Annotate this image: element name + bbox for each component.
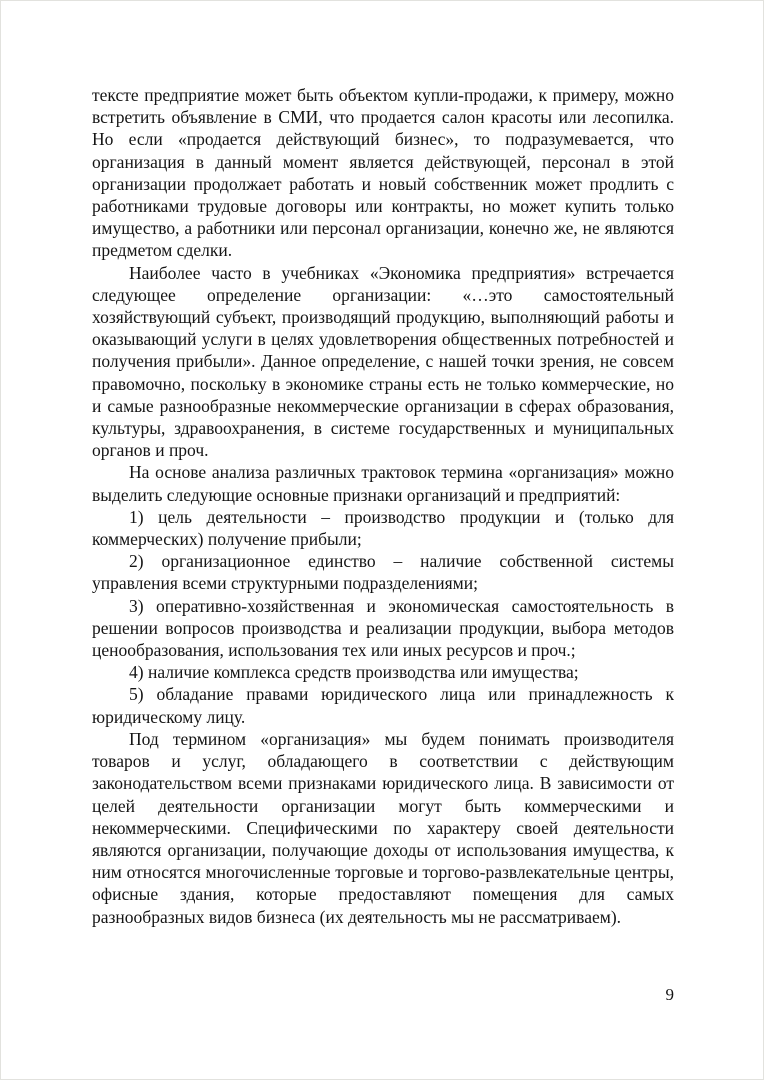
list-item-5: 5) обладание правами юридического лица или принадлежность к юридическому лицу. [92, 684, 674, 727]
paragraph-definition: Наиболее часто в учебниках «Экономика предприятия» встречается следующее определение организации: «…это самостоятельный хозяйствующий субъект, производящий продукцию, выполняющий работы и оказывающий услуги в целях удовлетворения общественных потребностей и получения прибыли». Данное определение, с нашей точки зрения, не совсем правомочно, поскольку в экономике страны есть не только коммерческие, но и самые разнообразные некоммерческие организации в сферах образования, культуры, здравоохранения, в системе государственных и муниципальных органов и проч. [92, 262, 674, 461]
paragraph-continuation: тексте предприятие может быть объектом купли-продажи, к примеру, можно встретить объявление в СМИ, что продается салон красоты или лесопилка. Но если «продается действующий бизнес», то подразумевается, что организация в данный момент является действующей, персонал в этой организации продолжает работать и новый собственник может продлить с работниками трудовые договоры или контракты, но может купить только имущество, а работники или персонал организации, конечно же, не являются предметом сделки. [92, 85, 674, 261]
list-item-4: 4) наличие комплекса средств производства или имущества; [129, 662, 579, 683]
list-item-3: 3) оперативно-хозяйственная и экономическая самостоятельность в решении вопросов производства и реализации продукции, выбора методов ценообразования, использования тех или иных ресурсов и проч.; [92, 595, 674, 661]
page-text-block [92, 84, 674, 928]
list-item-2: 2) организационное единство – наличие собственной системы управления всеми структурными подразделениями; [92, 551, 674, 594]
list-item-1: 1) цель деятельности – производство продукции и (только для коммерческих) получение прибыли; [92, 506, 674, 550]
page-number: 9 [665, 985, 674, 1004]
paragraph-conclusion: Под термином «организация» мы будем понимать производителя товаров и услуг, обладающего в соответствии с действующим законодательством всеми признаками юридического лица. В зависимости от целей деятельности организации могут быть коммерческими и некоммерческими. Специфическими по характеру своей деятельности являются организации, получающие доходы от использования имущества, к ним относятся многочисленные торговые и торгово-развлекательные центры, офисные здания, которые предоставляют помещения для самых разнообразных видов бизнеса (их деятельность мы не рассматриваем). [92, 728, 674, 927]
paragraph-intro-list: На основе анализа различных трактовок термина «организация» можно выделить следующие основные признаки организаций и предприятий: [92, 462, 674, 505]
